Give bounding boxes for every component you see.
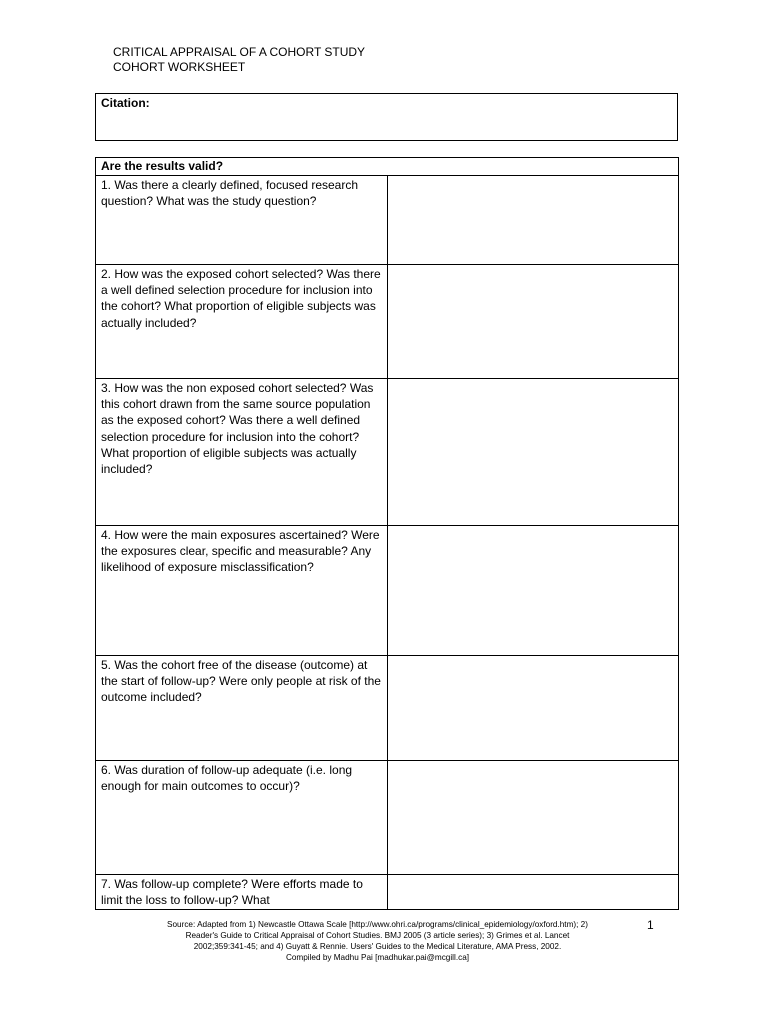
- worksheet-subtitle: COHORT WORKSHEET: [113, 60, 246, 74]
- source-footer: [100, 919, 655, 963]
- answer-2-field[interactable]: [387, 265, 679, 379]
- citation-box[interactable]: [95, 93, 678, 141]
- answer-6-field[interactable]: [387, 761, 679, 875]
- worksheet-header: [113, 45, 365, 75]
- answer-7-field[interactable]: [387, 875, 679, 910]
- section-heading-row: [96, 158, 679, 176]
- question-4-text: 4. How were the main exposures ascertained? Were the exposures clear, specific and measurable? Any likelihood of exposure misclassification?: [96, 526, 388, 656]
- citation-label: Citation:: [101, 96, 150, 110]
- footer-line-2: Reader's Guide to Critical Appraisal of Cohort Studies. BMJ 2005 (3 article series); 3) Grimes et al. Lancet: [185, 931, 570, 940]
- question-5-text: 5. Was the cohort free of the disease (outcome) at the start of follow-up? Were only people at risk of the outcome included?: [96, 656, 388, 761]
- question-3-text: 3. How was the non exposed cohort selected? Was this cohort drawn from the same source population as the exposed cohort? Was there a well defined selection procedure for inclusion into the cohort? What proportion of eligible subjects was actually included?: [96, 379, 388, 526]
- footer-line-1: Source: Adapted from 1) Newcastle Ottawa Scale [http://www.ohri.ca/programs/clinical_epidemiology/oxford.htm); 2): [167, 920, 588, 929]
- question-row-7: [96, 875, 679, 910]
- footer-line-3: 2002;359:341-45; and 4) Guyatt & Rennie. Users' Guides to the Medical Literature, AMA Press, 2002.: [193, 942, 562, 951]
- answer-1-field[interactable]: [387, 176, 679, 265]
- question-row-2: [96, 265, 679, 379]
- question-row-1: [96, 176, 679, 265]
- validity-table: [95, 157, 679, 910]
- worksheet-title: CRITICAL APPRAISAL OF A COHORT STUDY: [113, 45, 366, 59]
- answer-3-field[interactable]: [387, 379, 679, 526]
- question-row-5: [96, 656, 679, 761]
- answer-4-field[interactable]: [387, 526, 679, 656]
- footer-line-4: Compiled by Madhu Pai [madhukar.pai@mcgill.ca]: [285, 953, 470, 962]
- question-row-4: [96, 526, 679, 656]
- page-number: 1: [647, 918, 654, 932]
- question-2-text: 2. How was the exposed cohort selected? Was there a well defined selection procedure for inclusion into the cohort? What proportion of eligible subjects was actually included?: [96, 265, 388, 379]
- question-row-6: [96, 761, 679, 875]
- question-7-text: 7. Was follow-up complete? Were efforts made to limit the loss to follow-up? What: [96, 875, 388, 910]
- question-6-text: 6. Was duration of follow-up adequate (i.e. long enough for main outcomes to occur)?: [96, 761, 388, 875]
- question-row-3: [96, 379, 679, 526]
- question-1-text: 1. Was there a clearly defined, focused research question? What was the study question?: [96, 176, 388, 265]
- answer-5-field[interactable]: [387, 656, 679, 761]
- section-heading: Are the results valid?: [96, 158, 679, 176]
